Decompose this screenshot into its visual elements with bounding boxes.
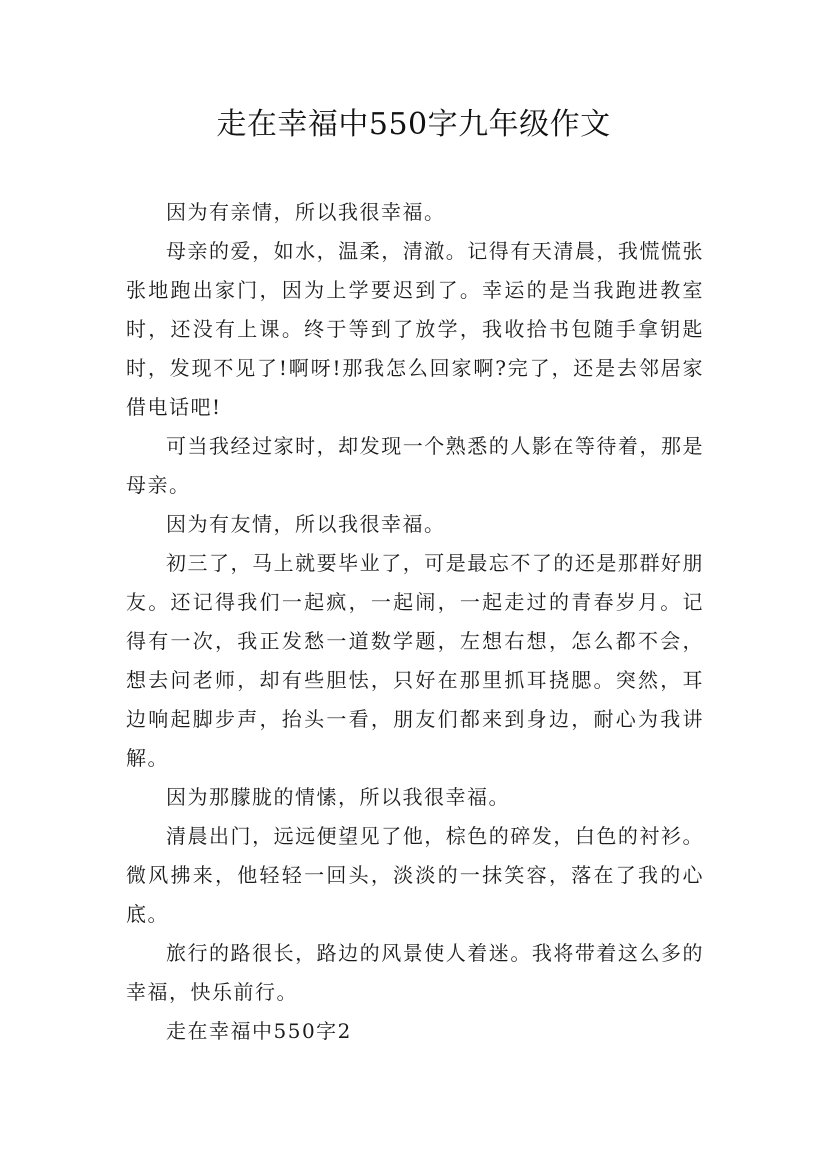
paragraph: 因为那朦胧的情愫，所以我很幸福。: [166, 785, 510, 809]
paragraph: 因为有友情，所以我很幸福。: [166, 512, 446, 536]
paragraph: 可当我经过家时，却发现一个熟悉的人影在等待着，那是母亲。: [126, 434, 704, 497]
paragraph: 走在幸福中550字2: [166, 1019, 352, 1043]
paragraph: 母亲的爱，如水，温柔，清澈。记得有天清晨，我慌慌张张地跑出家门，因为上学要迟到了。幸运的是当我跑进教室时，还没有上课。终于等到了放学，我收拾书包随手拿钥匙时，发现不见了!啊呀!那我怎么回家啊?完了，还是去邻居家借电话吧!: [126, 239, 704, 419]
paragraph: 清晨出门，远远便望见了他，棕色的碎发，白色的衬衫。微风拂来，他轻轻一回头，淡淡的一抹笑容，落在了我的心底。: [126, 824, 704, 926]
document-body: [126, 193, 704, 1051]
paragraph: 初三了，马上就要毕业了，可是最忘不了的还是那群好朋友。还记得我们一起疯，一起闹，一起走过的青春岁月。记得有一次，我正发愁一道数学题，左想右想，怎么都不会，想去问老师，却有些胆怯，只好在那里抓耳挠腮。突然，耳边响起脚步声，抬头一看，朋友们都来到身边，耐心为我讲解。: [126, 551, 704, 770]
document-title: 走在幸福中550字九年级作文: [216, 107, 611, 142]
paragraph: 因为有亲情，所以我很幸福。: [166, 200, 446, 224]
paragraph: 旅行的路很长，路边的风景使人着迷。我将带着这么多的幸福，快乐前行。: [126, 941, 704, 1004]
